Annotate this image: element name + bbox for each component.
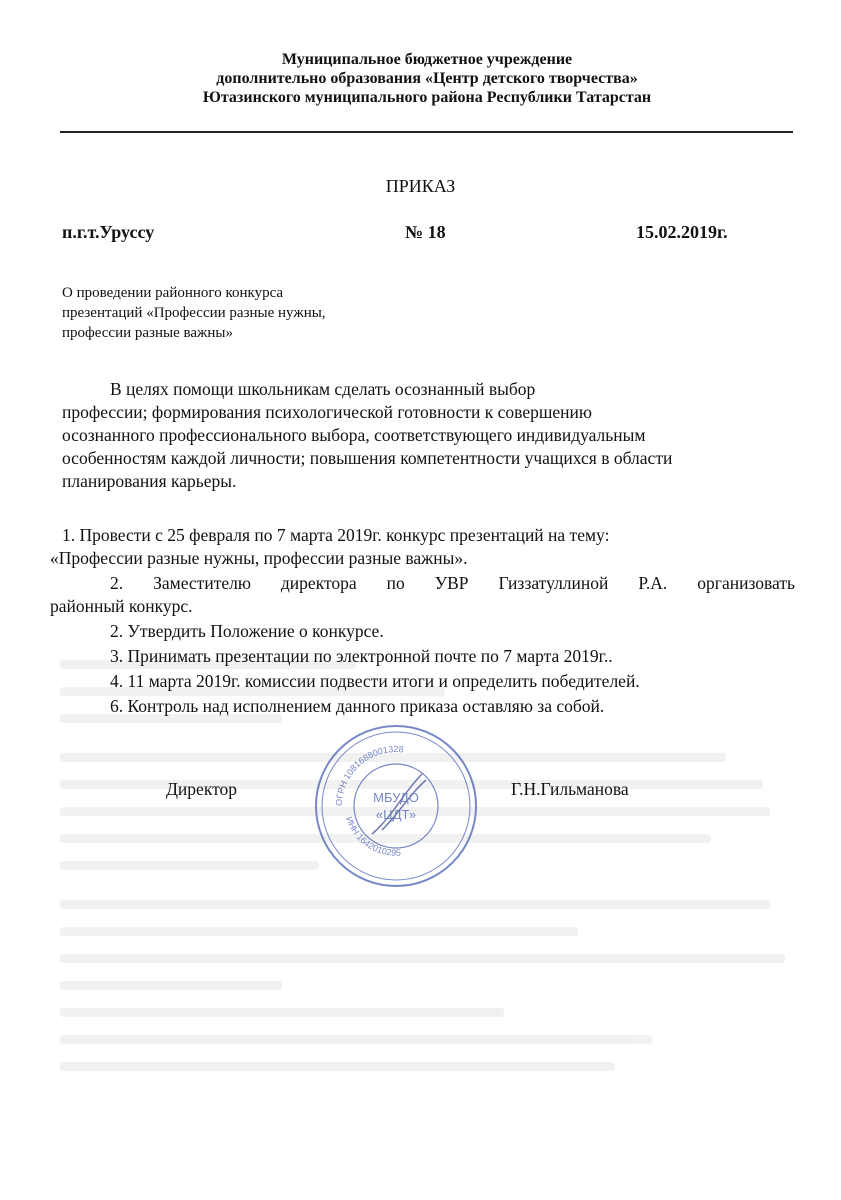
order-item-text: «Профессии разные нужны, профессии разные важны». bbox=[50, 548, 468, 568]
order-item bbox=[50, 695, 795, 718]
seal-inn-text: ИНН 1642010295 bbox=[344, 815, 402, 858]
header-line-3: Ютазинского муниципального района Республики Татарстан bbox=[202, 89, 652, 106]
seal-org-line-1: МБУДО bbox=[373, 790, 419, 805]
order-subject bbox=[62, 283, 422, 343]
order-items bbox=[50, 524, 795, 720]
subject-line: профессии разные важны» bbox=[62, 325, 234, 341]
preamble bbox=[62, 378, 802, 493]
seal-org-line-2: «ЦДТ» bbox=[375, 807, 417, 822]
order-item bbox=[50, 524, 795, 570]
preamble-line: осознанного профессионального выбора, соответствующего индивидуальным bbox=[62, 425, 646, 445]
order-item bbox=[50, 670, 795, 693]
signatory-role: Директор bbox=[166, 779, 238, 799]
official-seal-stamp bbox=[312, 722, 480, 890]
preamble-line: профессии; формирования психологической готовности к совершению bbox=[62, 402, 592, 422]
subject-line: презентаций «Профессии разные нужны, bbox=[62, 305, 326, 321]
order-item bbox=[50, 620, 795, 643]
subject-line: О проведении районного конкурса bbox=[62, 285, 284, 301]
order-item-text: 6. Контроль над исполнением данного приказа оставляю за собой. bbox=[110, 696, 605, 716]
order-item-text: районный конкурс. bbox=[50, 596, 193, 616]
header-line-1: Муниципальное бюджетное учреждение bbox=[281, 51, 573, 68]
order-item bbox=[50, 645, 795, 668]
order-item-text: 1. Провести с 25 февраля по 7 марта 2019г. конкурс презентаций на тему: bbox=[62, 525, 610, 545]
order-item bbox=[50, 572, 795, 618]
order-item-text: 2. Заместителю директора по УВР Гиззатуллиной Р.А. организовать bbox=[110, 573, 795, 593]
order-item-text: 3. Принимать презентации по электронной почте по 7 марта 2019г.. bbox=[110, 646, 613, 666]
preamble-line: В целях помощи школьникам сделать осознанный выбор bbox=[110, 379, 536, 399]
document-title: ПРИКАЗ bbox=[385, 176, 456, 196]
seal-ogrn-text: ОГРН 1081688001328 bbox=[333, 743, 405, 807]
document-place: п.г.т.Уруссу bbox=[62, 222, 155, 242]
preamble-line: планирования карьеры. bbox=[62, 471, 237, 491]
order-item-text: 4. 11 марта 2019г. комиссии подвести итоги и определить победителей. bbox=[110, 671, 640, 691]
signatory-name: Г.Н.Гильманова bbox=[511, 779, 629, 799]
header-divider bbox=[60, 131, 793, 133]
order-item-text: 2. Утвердить Положение о конкурсе. bbox=[110, 621, 384, 641]
document-date: 15.02.2019г. bbox=[636, 222, 728, 242]
header-line-2: дополнительно образования «Центр детского творчества» bbox=[216, 70, 638, 87]
organization-header bbox=[62, 50, 792, 107]
preamble-line: особенностям каждой личности; повышения компетентности учащихся в области bbox=[62, 448, 673, 468]
document-number: № 18 bbox=[405, 222, 446, 242]
